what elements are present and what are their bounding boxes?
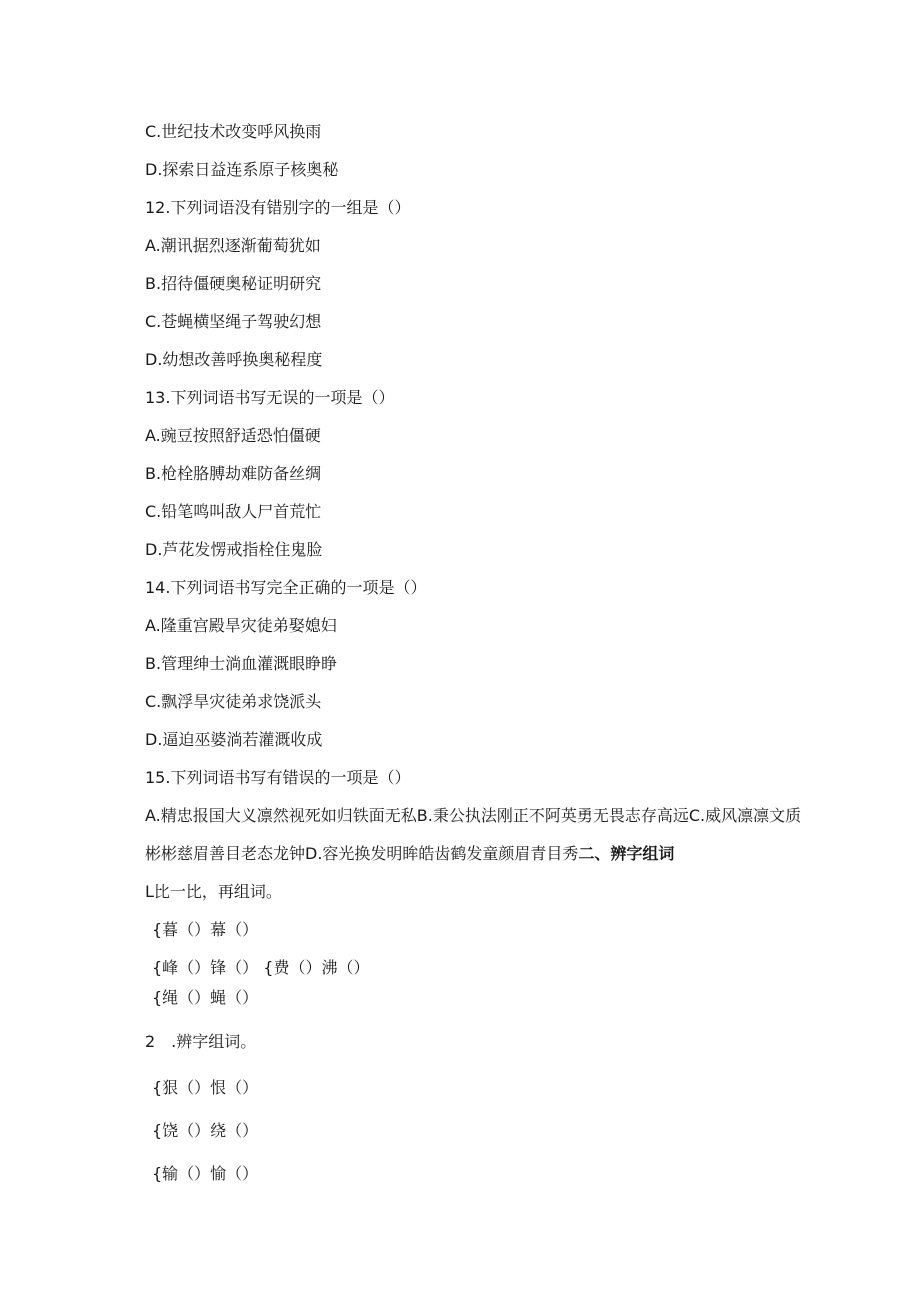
section1-title: L比一比，再组词。 — [145, 882, 282, 901]
option-a-q12: A.潮讯据烈逐渐葡萄犹如 — [145, 236, 321, 255]
question-15-options-text: A.精忠报国大义凛然视死如归铁面无私B.秉公执法刚正不阿英勇无畏志存高远C.威风凛凛文质彬彬慈眉善目老态龙钟D.容光换发明眸皓齿鹤发童颜眉青目秀 — [145, 806, 802, 863]
option-d-q14: D.逼迫巫婆淌若灌溉收成 — [145, 730, 323, 749]
option-d-q13: D.芦花发愣戒指栓住鬼脸 — [145, 540, 323, 559]
section2-title: 2 .辨字组词。 — [145, 1032, 257, 1051]
option-c-q13: C.铅笔鸣叫敌人尸首荒忙 — [145, 502, 322, 521]
option-d-q12: D.幼想改善呼换奥秘程度 — [145, 350, 323, 369]
section1-row: {暮（）幕（） — [152, 920, 259, 939]
section-heading: 二、辨字组词 — [578, 844, 675, 863]
section2-row: {饶（）绕（） — [152, 1121, 259, 1140]
section1-row: {绳（）蝇（） — [152, 988, 259, 1007]
option-d-q11: D.探索日益连系原子核奥秘 — [145, 160, 339, 179]
question-15: 15.下列词语书写有错误的一项是（） — [145, 768, 411, 787]
option-b-q12: B.招待僵硬奥秘证明研究 — [145, 274, 322, 293]
section1-row: {峰（）锋（） {费（）沸（） — [152, 958, 370, 977]
option-c-q14: C.飘浮旱灾徒弟求饶派头 — [145, 692, 322, 711]
option-a-q14: A.隆重宫殿旱灾徒弟娶媳妇 — [145, 616, 337, 635]
section2-row: {狠（）恨（） — [152, 1078, 259, 1097]
section2-row: {输（）愉（） — [152, 1164, 259, 1183]
option-a-q13: A.豌豆按照舒适恐怕僵硬 — [145, 426, 321, 445]
option-b-q13: B.枪栓胳膊劫难防备丝绸 — [145, 464, 322, 483]
question-13: 13.下列词语书写无误的一项是（） — [145, 388, 395, 407]
option-c-q12: C.苍蝇横坚绳子驾驶幻想 — [145, 312, 322, 331]
option-b-q14: B.管理绅士淌血灌溉眼睁睁 — [145, 654, 338, 673]
question-12: 12.下列词语没有错别字的一组是（） — [145, 198, 411, 217]
option-c-q11: C.世纪技术改变呼风换雨 — [145, 122, 322, 141]
question-15-options-paragraph — [145, 797, 805, 873]
question-14: 14.下列词语书写完全正确的一项是（） — [145, 578, 427, 597]
